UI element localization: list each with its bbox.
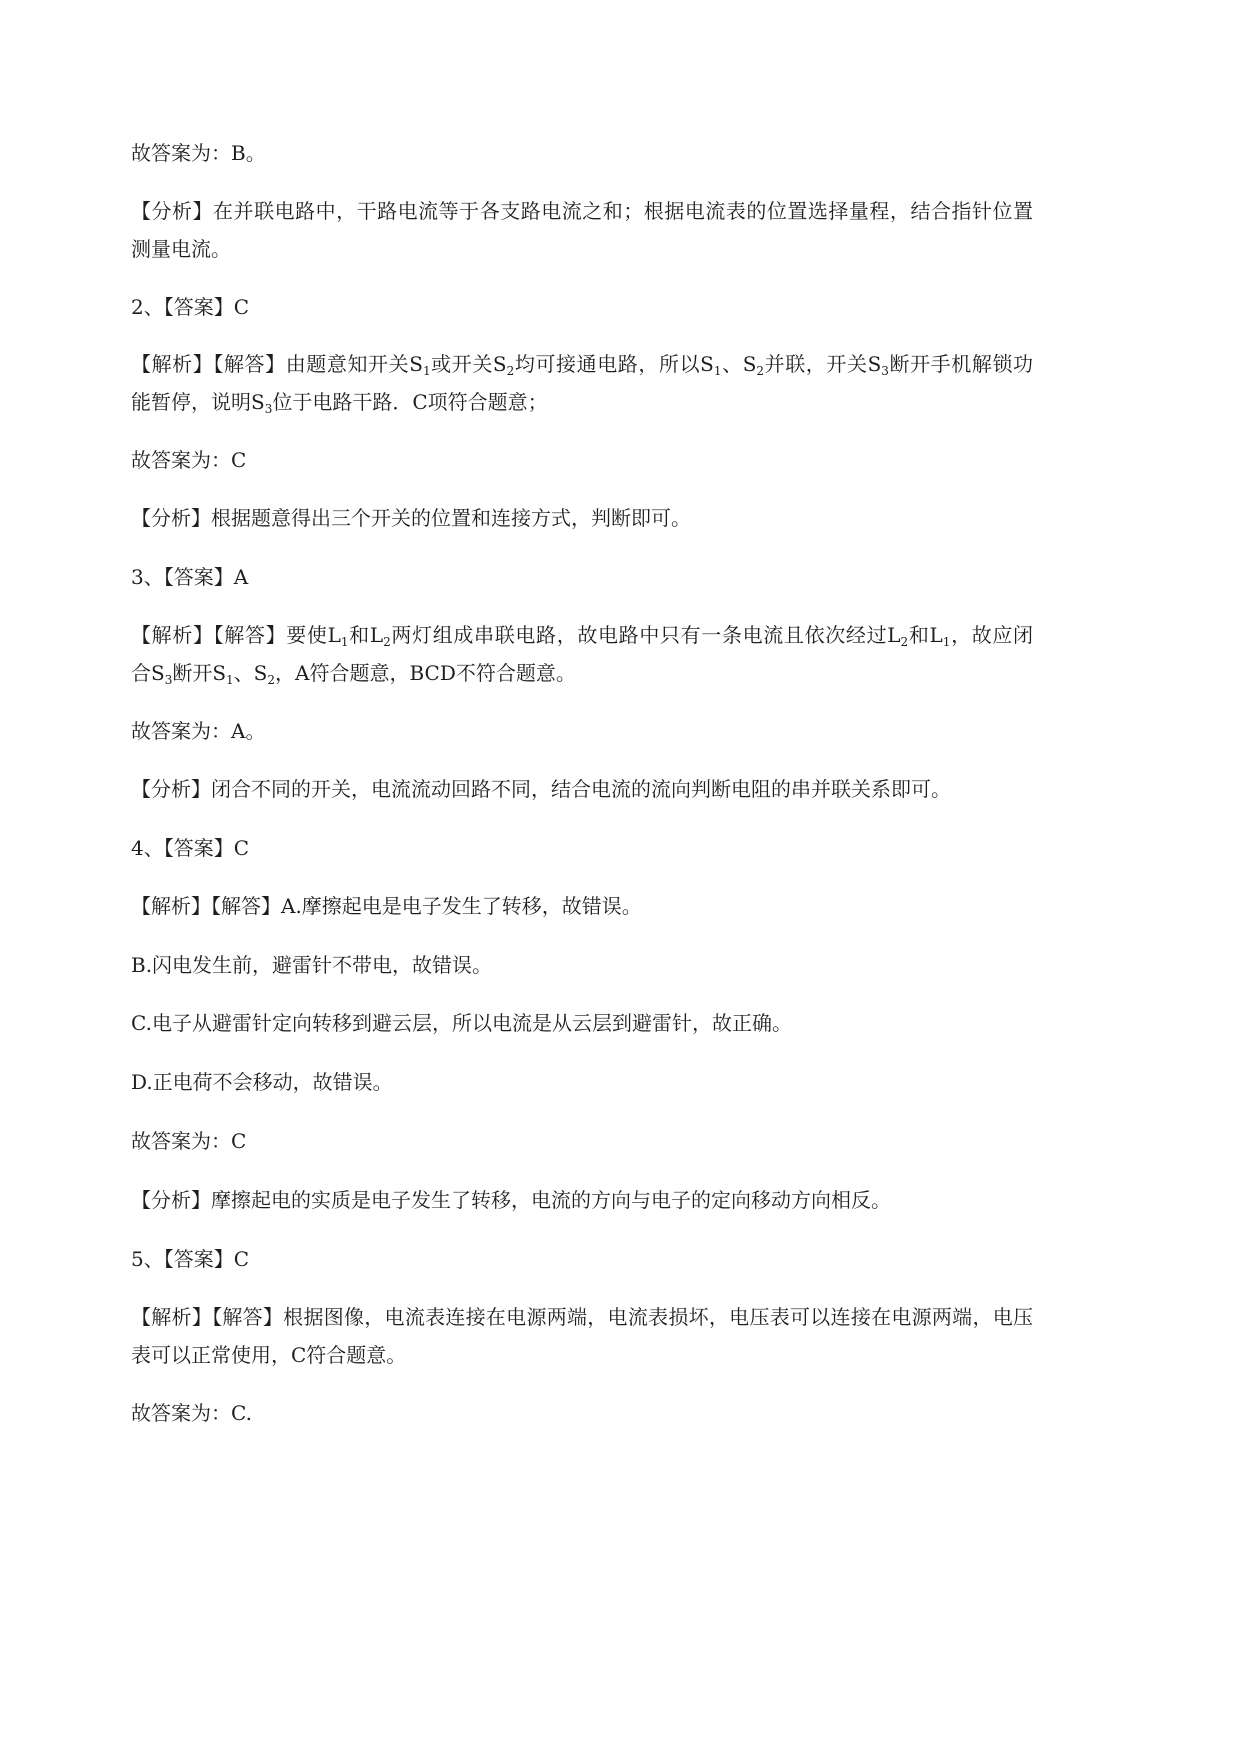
- explanation-line: D.正电荷不会移动，故错误。: [131, 1070, 393, 1094]
- explanation-line: 【解析】【解答】A.摩擦起电是电子发生了转移，故错误。: [131, 894, 642, 918]
- subscript: 2: [756, 364, 765, 378]
- explanation-line: B.闪电发生前，避雷针不带电，故错误。: [131, 953, 493, 977]
- text-segment: 断开手机解锁功: [888, 352, 1034, 376]
- explanation-line: [131, 388, 1033, 416]
- text-segment: 位于电路干路．C项符合题意；: [272, 390, 548, 414]
- subscript: 1: [340, 635, 349, 649]
- explanation-line: 表可以正常使用，C符合题意。: [131, 1343, 407, 1367]
- analysis-line: 【分析】根据题意得出三个开关的位置和连接方式，判断即可。: [131, 506, 691, 530]
- text-segment: 【解析】【解答】要使L: [131, 623, 341, 647]
- text-segment: 或开关S: [430, 352, 507, 376]
- explanation-line: 【解析】【解答】根据图像，电流表连接在电源两端，电流表损坏，电压表可以连接在电源两端，电压: [131, 1305, 1033, 1329]
- subscript: 2: [383, 635, 391, 649]
- subscript: 1: [422, 364, 431, 378]
- subscript: 2: [506, 364, 515, 378]
- text-segment: 能暂停，说明S: [131, 390, 265, 414]
- text-segment: 均可接通电路，所以S: [514, 352, 714, 376]
- subscript: 3: [164, 673, 173, 687]
- subscript: 2: [267, 673, 276, 687]
- final-answer-line: 故答案为：A。: [131, 719, 266, 743]
- answer-heading: 4、【答案】C: [131, 836, 250, 860]
- analysis-line: 【分析】闭合不同的开关，电流流动回路不同，结合电流的流向判断电阻的串并联关系即可。: [131, 777, 951, 801]
- subscript: 1: [713, 364, 722, 378]
- explanation-line: [131, 350, 1033, 378]
- final-answer-line: 故答案为：C.: [131, 1401, 252, 1425]
- analysis-line: 测量电流。: [131, 237, 231, 261]
- subscript: 3: [881, 364, 889, 378]
- text-segment: 和L: [908, 623, 943, 647]
- text-segment: 合S: [131, 661, 165, 685]
- text-segment: 、S: [233, 661, 268, 685]
- subscript: 1: [226, 673, 234, 687]
- text-segment: 并联，开关S: [764, 352, 882, 376]
- final-answer-line: 故答案为：B。: [131, 141, 266, 165]
- analysis-line: 【分析】摩擦起电的实质是电子发生了转移，电流的方向与电子的定向移动方向相反。: [131, 1188, 891, 1212]
- text-segment: ，故应闭: [950, 623, 1034, 647]
- text-segment: 【解析】【解答】由题意知开关S: [131, 352, 423, 376]
- text-segment: 、S: [721, 352, 757, 376]
- subscript: 2: [900, 635, 909, 649]
- subscript: 3: [264, 402, 273, 416]
- explanation-line: C.电子从避雷针定向转移到避云层，所以电流是从云层到避雷针，故正确。: [131, 1011, 792, 1035]
- text-segment: 断开S: [172, 661, 227, 685]
- text-segment: ，A符合题意，BCD不符合题意。: [275, 661, 576, 685]
- final-answer-line: 故答案为：C: [131, 1129, 247, 1153]
- analysis-line: 【分析】在并联电路中，干路电流等于各支路电流之和；根据电流表的位置选择量程，结合指针位置: [131, 199, 1033, 223]
- answer-heading: 2、【答案】C: [131, 295, 250, 319]
- text-segment: 两灯组成串联电路，故电路中只有一条电流且依次经过L: [390, 623, 901, 647]
- answer-heading: 3、【答案】A: [131, 565, 249, 589]
- explanation-line: [131, 659, 1033, 687]
- final-answer-line: 故答案为：C: [131, 448, 247, 472]
- subscript: 1: [942, 635, 951, 649]
- text-segment: 和L: [348, 623, 384, 647]
- answer-heading: 5、【答案】C: [131, 1247, 250, 1271]
- explanation-line: [131, 621, 1033, 649]
